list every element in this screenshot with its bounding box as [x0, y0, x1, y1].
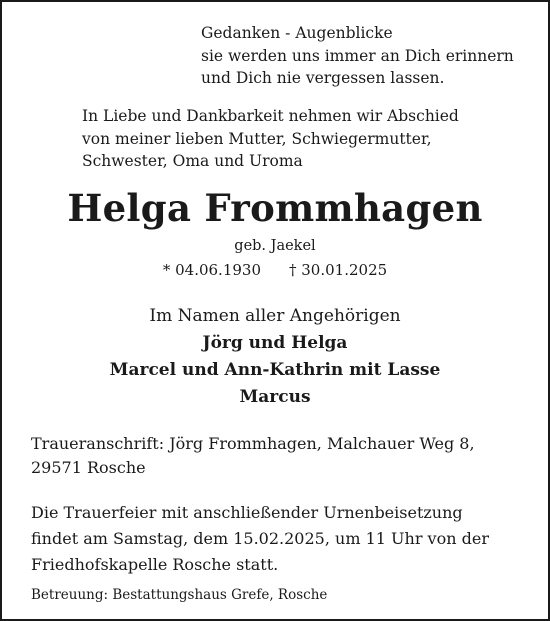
- ceremony-line: findet am Samstag, dem 15.02.2025, um 11 Uhr von der: [31, 529, 489, 548]
- deceased-name: Helga Frommhagen: [67, 186, 483, 230]
- address-line: 29571 Rosche: [31, 458, 146, 477]
- poem-line: Gedanken - Augenblicke: [201, 24, 393, 42]
- mourning-address: [31, 432, 541, 480]
- birth-date: * 04.06.1930: [162, 261, 261, 279]
- family-member: Jörg und Helga: [202, 333, 348, 353]
- farewell-line: von meiner lieben Mutter, Schwiegermutter,: [82, 129, 432, 148]
- birth-name: geb. Jaekel: [234, 238, 316, 254]
- farewell-text: [82, 105, 522, 173]
- ceremony-info: [31, 500, 546, 578]
- farewell-line: In Liebe und Dankbarkeit nehmen wir Abschied: [82, 107, 459, 125]
- address-line: Traueranschrift: Jörg Frommhagen, Malchauer Weg 8,: [31, 434, 475, 453]
- poem-line: sie werden uns immer an Dich erinnern: [201, 46, 514, 65]
- undertaker-note: Betreuung: Bestattungshaus Grefe, Rosche: [31, 587, 328, 603]
- family-member: Marcus: [239, 387, 311, 407]
- death-date: † 30.01.2025: [289, 261, 388, 279]
- poem-line: und Dich nie vergessen lassen.: [201, 69, 445, 87]
- poem: [201, 22, 546, 90]
- ceremony-line: Friedhofskapelle Rosche statt.: [31, 555, 279, 574]
- family-member: Marcel und Ann-Kathrin mit Lasse: [109, 360, 441, 380]
- family-block: [2, 303, 548, 411]
- family-intro: Im Namen aller Angehörigen: [149, 306, 401, 326]
- farewell-line: Schwester, Oma und Uroma: [82, 152, 303, 170]
- ceremony-line: Die Trauerfeier mit anschließender Urnenbeisetzung: [31, 503, 463, 522]
- life-dates: [2, 260, 548, 280]
